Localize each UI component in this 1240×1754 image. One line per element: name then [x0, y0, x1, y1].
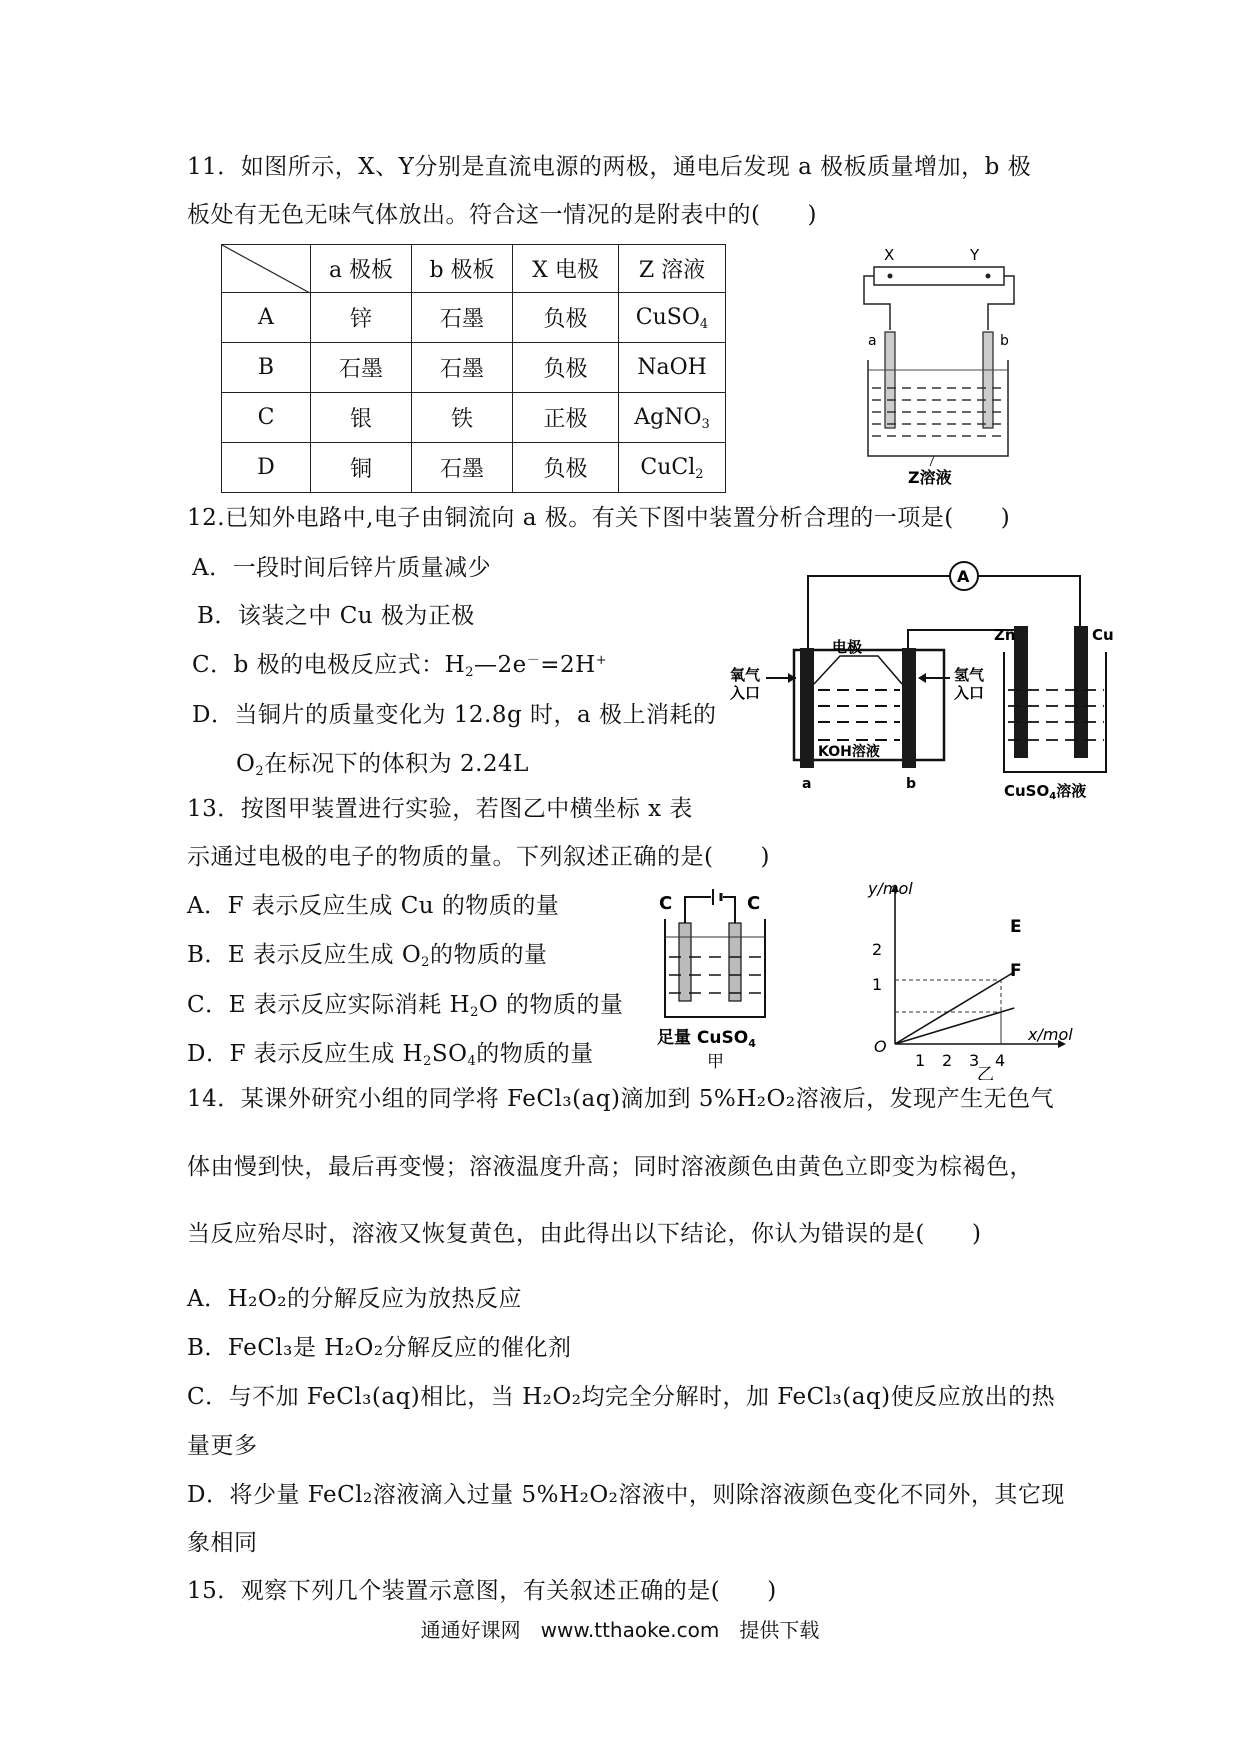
- q11-stem-line1: 11．如图所示，X、Y分别是直流电源的两极，通电后发现 a 极板质量增加，b 极: [187, 154, 1032, 180]
- table-row: [222, 343, 726, 393]
- a-label: a: [802, 776, 812, 792]
- row-label: A: [222, 293, 311, 343]
- table-header: X 电极: [513, 245, 619, 293]
- q11-stem-line2: 板处有无色无味气体放出。符合这一情况的是附表中的( ): [187, 202, 817, 228]
- b-label: b: [906, 776, 917, 792]
- b-plate: [983, 332, 993, 428]
- table-corner-cell: [222, 245, 311, 293]
- cell-a-plate: 石墨: [311, 343, 412, 393]
- oxygen-inlet-label: 入口: [730, 684, 761, 702]
- electrode-a: [800, 648, 814, 768]
- hydrogen-inlet-label: 入口: [954, 684, 985, 702]
- cell-x-electrode: 负极: [513, 293, 619, 343]
- cell-a-plate: 银: [311, 393, 412, 443]
- zn-electrode: [1014, 626, 1028, 758]
- z-solution-label: Z溶液: [908, 468, 952, 487]
- q14-option-c-line2: 量更多: [187, 1433, 258, 1459]
- table-row: [222, 393, 726, 443]
- q12-option-b: B．该装之中 Cu 极为正极: [197, 603, 475, 629]
- series-line-f: [895, 1008, 1014, 1044]
- table-header: a 极板: [311, 245, 412, 293]
- cell-a-plate: 锌: [311, 293, 412, 343]
- row-label: C: [222, 393, 311, 443]
- q12-option-d-line2: $O_2$在标况下的体积为 2.24L: [236, 751, 529, 779]
- q12-option-c: C．b 极的电极反应式：$H_2—2e^-=2H^+$: [192, 652, 608, 680]
- q13-figure-jia: [655, 885, 785, 1075]
- cell-x-electrode: 负极: [513, 343, 619, 393]
- hydrogen-label: 氢气: [954, 666, 985, 684]
- q14-option-a: A．H₂O₂的分解反应为放热反应: [187, 1286, 522, 1312]
- cell-b-plate: 石墨: [412, 443, 513, 493]
- cell-x-electrode: 正极: [513, 393, 619, 443]
- koh-solution-label: KOH溶液: [818, 744, 880, 760]
- q13-option-b: B．E 表示反应生成 $O_2$的物质的量: [187, 942, 548, 970]
- q14-stem-line1: 14．某课外研究小组的同学将 FeCl₃(aq)滴加到 5%H₂O₂溶液后，发现产生无色气: [187, 1086, 1055, 1112]
- q12-stem: 12.已知外电路中,电子由铜流向 a 极。有关下图中装置分析合理的一项是( ): [187, 505, 1011, 531]
- series-line-e: [895, 972, 1014, 1044]
- cell-b-plate: 石墨: [412, 293, 513, 343]
- cell-z-solution: CuSO$_4$: [619, 293, 726, 343]
- cu-electrode: [1074, 626, 1088, 758]
- series-f-label: F: [1010, 961, 1022, 981]
- q13-figure-yi-chart: [860, 880, 1080, 1080]
- right-c-label: C: [747, 893, 761, 914]
- cell-z-solution: CuCl$_2$: [619, 443, 726, 493]
- table-row: [222, 293, 726, 343]
- q14-option-d-line2: 象相同: [187, 1530, 258, 1556]
- x-axis-label: x/mol: [1028, 1025, 1073, 1044]
- q15-stem: 15．观察下列几个装置示意图，有关叙述正确的是( ): [187, 1578, 777, 1604]
- ammeter-label: A: [957, 567, 970, 586]
- x-tick-label: 2: [942, 1051, 953, 1070]
- x-pole-label: X: [884, 246, 895, 264]
- y-pole-label: Y: [970, 246, 980, 264]
- b-plate-label: b: [1000, 333, 1009, 349]
- x-tick-label: 3: [969, 1051, 980, 1070]
- q13-option-d: D．F 表示反应生成 $H_2SO_4$的物质的量: [187, 1041, 594, 1069]
- a-plate-label: a: [868, 333, 877, 349]
- x-tick-label: 1: [915, 1051, 926, 1070]
- jia-caption: 甲: [707, 1052, 724, 1072]
- table-row: [222, 443, 726, 493]
- cell-b-plate: 石墨: [412, 343, 513, 393]
- series-e-label: E: [1010, 917, 1022, 937]
- q14-option-d-line1: D．将少量 FeCl₂溶液滴入过量 5%H₂O₂溶液中，则除溶液颜色变化不同外，其它现: [187, 1482, 1065, 1508]
- yi-caption: 乙: [977, 1065, 994, 1080]
- q14-option-b: B．FeCl₃是 H₂O₂分解反应的催化剂: [187, 1335, 572, 1361]
- q14-stem-line2: 体由慢到快，最后再变慢；溶液温度升高；同时溶液颜色由黄色立即变为棕褐色，: [187, 1154, 1033, 1180]
- origin-label: O: [874, 1037, 887, 1056]
- q13-option-c: C．E 表示反应实际消耗 $H_2O$ 的物质的量: [187, 992, 624, 1020]
- cu-label: Cu: [1092, 626, 1114, 644]
- y-tick-label: 2: [872, 940, 883, 959]
- electrode-b: [902, 648, 916, 768]
- jia-solution-label: 足量 CuSO$_4$: [657, 1028, 756, 1050]
- q12-option-a: A．一段时间后锌片质量减少: [192, 555, 492, 581]
- cell-z-solution: AgNO$_3$: [619, 393, 726, 443]
- x-tick-label: 4: [995, 1051, 1006, 1070]
- oxygen-label: 氧气: [730, 666, 761, 684]
- q13-stem-line2: 示通过电极的电子的物质的量。下列叙述正确的是( ): [187, 844, 770, 870]
- q12-option-d-line1: D．当铜片的质量变化为 12.8g 时，a 极上消耗的: [192, 702, 717, 728]
- q14-option-c-line1: C．与不加 FeCl₃(aq)相比，当 H₂O₂均完全分解时，加 FeCl₃(aq)使反应放出的热: [187, 1384, 1056, 1410]
- y-axis-label: y/mol: [868, 880, 913, 898]
- q11-answer-table: [221, 244, 726, 493]
- row-label: B: [222, 343, 311, 393]
- q11-electrolysis-figure: [860, 240, 1020, 490]
- left-c-label: C: [659, 893, 673, 914]
- q14-stem-line3: 当反应殆尽时，溶液又恢复黄色，由此得出以下结论，你认为错误的是( ): [187, 1221, 982, 1247]
- zn-label: Zn: [994, 626, 1016, 644]
- cell-x-electrode: 负极: [513, 443, 619, 493]
- right-carbon-electrode: [729, 923, 741, 1001]
- table-header: Z 溶液: [619, 245, 726, 293]
- electrode-label: 电极: [832, 638, 863, 656]
- row-label: D: [222, 443, 311, 493]
- q13-option-a: A．F 表示反应生成 Cu 的物质的量: [187, 893, 560, 919]
- q12-cell-figure: [728, 560, 1118, 800]
- footer-source: 通通好课网 www.tthaoke.com 提供下载: [420, 1618, 820, 1642]
- q13-stem-line1: 13．按图甲装置进行实验，若图乙中横坐标 x 表: [187, 796, 693, 822]
- power-source: [874, 267, 1004, 285]
- left-carbon-electrode: [679, 923, 691, 1001]
- cell-z-solution: NaOH: [619, 343, 726, 393]
- cell-a-plate: 铜: [311, 443, 412, 493]
- cell-b-plate: 铁: [412, 393, 513, 443]
- y-tick-label: 1: [872, 975, 883, 994]
- table-header: b 极板: [412, 245, 513, 293]
- a-plate: [885, 332, 895, 428]
- cuso4-label: CuSO$_4$溶液: [1004, 782, 1087, 800]
